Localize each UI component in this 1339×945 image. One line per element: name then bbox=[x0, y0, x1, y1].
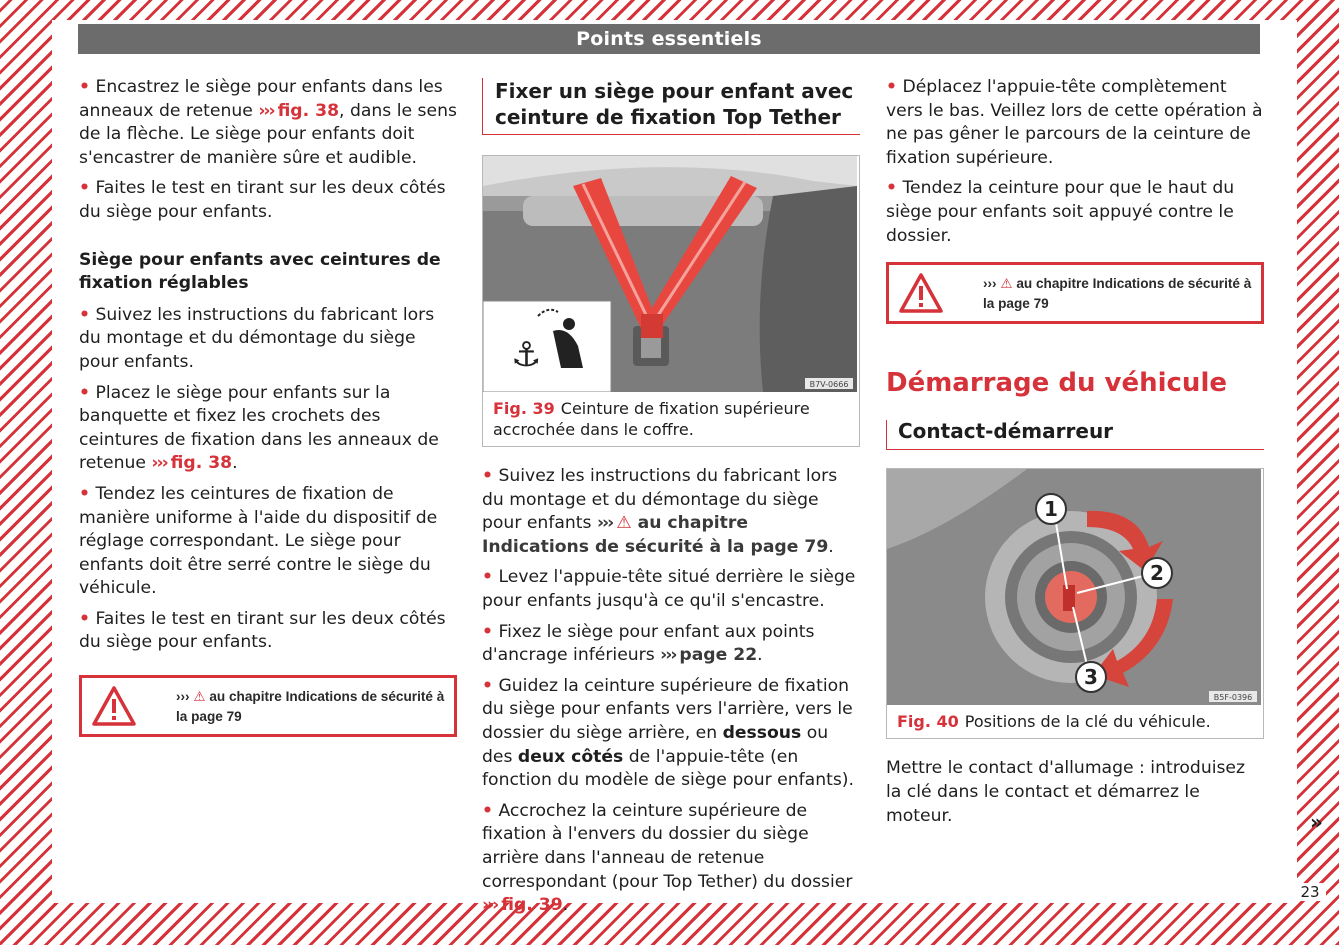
column-3 bbox=[886, 76, 1264, 835]
section-heading: Contact-démarreur bbox=[886, 420, 1264, 451]
fig-39-link[interactable]: ››› fig. 39 bbox=[482, 895, 563, 916]
paragraph: • Tendez la ceinture pour que le haut du siège pour enfants soit appuyé contre le dossier. bbox=[886, 178, 1235, 246]
figure-code: B7V-0666 bbox=[809, 380, 849, 389]
arrows-icon: ››› bbox=[596, 513, 613, 534]
paragraph: • Placez le siège pour enfants sur la banquette et fixez les crochets des ceintures de fixation dans les anneaux de retenue ››› fig. 38. bbox=[79, 382, 439, 474]
warning-text[interactable]: ››› ⚠ au chapitre Indications de sécurité à la page 79 bbox=[983, 276, 1252, 312]
position-3-marker bbox=[1076, 662, 1106, 692]
arrows-icon: ››› bbox=[151, 453, 167, 474]
section-banner: Points essentiels bbox=[78, 24, 1260, 54]
continue-marker: » bbox=[1310, 810, 1323, 834]
paragraph: • Tendez les ceintures de fixation de manière uniforme à l'aide du dispositif de réglage correspondant. Le siège pour enfants doit être serré contre le siège du véhicule. bbox=[79, 483, 438, 599]
fig-38-link[interactable]: ››› fig. 38 bbox=[151, 453, 233, 474]
arrows-icon: ››› bbox=[176, 689, 194, 705]
warning-box bbox=[886, 262, 1264, 324]
section-title: Fixer un siège pour enfant avec ceinture de fixation Top Tether bbox=[482, 78, 860, 135]
paragraph: • Accrochez la ceinture supérieure de fixation à l'envers du dossier du siège arrière dans l'anneau de retenue correspondant (pour Top Tether) du dossier ››› fig. 39. bbox=[482, 800, 853, 916]
warning-triangle-icon bbox=[898, 272, 944, 314]
subheading: Siège pour enfants avec ceintures de fixation réglables bbox=[79, 249, 441, 294]
warning-box bbox=[79, 675, 457, 737]
arrows-icon: ››› bbox=[258, 100, 274, 121]
svg-text:3: 3 bbox=[1084, 665, 1098, 690]
svg-text:2: 2 bbox=[1150, 561, 1164, 586]
figure-caption: Fig. 40 Positions de la clé du véhicule. bbox=[897, 712, 1211, 732]
arrows-icon: ››› bbox=[482, 895, 498, 916]
small-warning-icon: ⚠ bbox=[193, 689, 206, 705]
column-1 bbox=[79, 76, 457, 737]
safety-chapter-link[interactable]: ››› ⚠ au chapitre Indications de sécurité à la page 79 bbox=[482, 513, 829, 557]
arrows-icon: ››› bbox=[983, 276, 1001, 292]
top-tether-illustration bbox=[483, 156, 857, 392]
paragraph: • Suivez les instructions du fabricant lors du montage et du démontage du siège pour enfants ››› ⚠ au chapitre Indications de sécurité à la page 79. bbox=[482, 466, 838, 557]
figure-code: B5F-0396 bbox=[1213, 693, 1253, 703]
svg-text:1: 1 bbox=[1044, 497, 1058, 522]
column-2 bbox=[482, 78, 860, 925]
paragraph: • Levez l'appuie-tête situé derrière le siège pour enfants jusqu'à ce qu'il s'encastre. bbox=[482, 567, 856, 611]
arrows-icon: ››› bbox=[660, 645, 676, 666]
paragraph: Mettre le contact d'allumage : introduisez la clé dans le contact et démarrez le moteur. bbox=[886, 758, 1246, 826]
fig-38-link[interactable]: ››› fig. 38 bbox=[258, 100, 340, 121]
small-warning-icon: ⚠ bbox=[616, 513, 632, 534]
page-number: 23 bbox=[1294, 883, 1326, 901]
paragraph: • Fixez le siège pour enfant aux points d'ancrage inférieurs ››› page 22. bbox=[482, 621, 815, 666]
manual-page bbox=[52, 20, 1323, 916]
warning-triangle-icon bbox=[91, 685, 137, 727]
small-warning-icon: ⚠ bbox=[1000, 276, 1013, 292]
paragraph: • Faites le test en tirant sur les deux côtés du siège pour enfants. bbox=[79, 608, 446, 653]
paragraph: • Faites le test en tirant sur les deux côtés du siège pour enfants. bbox=[79, 178, 446, 222]
chapter-heading: Démarrage du véhicule bbox=[886, 368, 1227, 399]
svg-text:⚓: ⚓ bbox=[511, 335, 542, 375]
position-2-marker bbox=[1142, 558, 1172, 588]
figure-40 bbox=[886, 468, 1264, 739]
position-1-marker bbox=[1036, 494, 1066, 524]
paragraph: • Suivez les instructions du fabricant lors du montage et du démontage du siège pour enfants. bbox=[79, 304, 435, 372]
ignition-illustration bbox=[887, 469, 1261, 705]
page-22-link[interactable]: ››› page 22 bbox=[660, 645, 758, 666]
figure-caption: Fig. 39 Ceinture de fixation supérieure accrochée dans le coffre. bbox=[493, 399, 810, 439]
figure-39 bbox=[482, 155, 860, 447]
paragraph: • Déplacez l'appuie-tête complètement vers le bas. Veillez lors de cette opération à ne pas gêner le parcours de la ceinture de fixation supérieure. bbox=[886, 77, 1263, 168]
warning-text[interactable]: ››› ⚠ au chapitre Indications de sécurité à la page 79 bbox=[176, 689, 445, 725]
paragraph: • Guidez la ceinture supérieure de fixation du siège pour enfants vers l'arrière, vers le dossier du siège arrière, en dessous ou des deux côtés de l'appuie-tête (en fonction du modèle de siège pour enfants). bbox=[482, 675, 854, 791]
paragraph: • Encastrez le siège pour enfants dans les anneaux de retenue ››› fig. 38, dans le sens de la flèche. Le siège pour enfants doit s'encastrer de manière sûre et audible. bbox=[79, 77, 457, 168]
